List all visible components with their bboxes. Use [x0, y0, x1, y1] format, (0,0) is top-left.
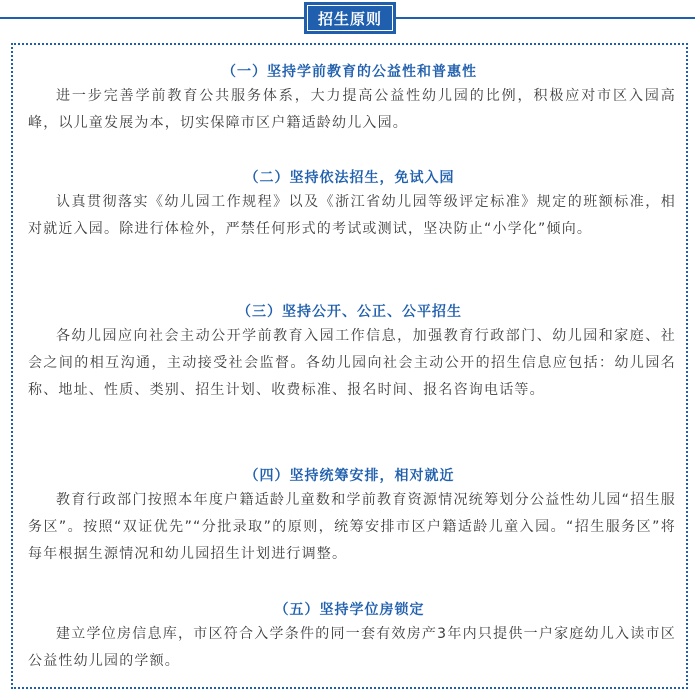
section-body-5: 建立学位房信息库，市区符合入学条件的同一套有效房产3年内只提供一户家庭幼儿入读市区公益性幼儿园的学额。	[28, 626, 676, 669]
section-heading-4: （四）坚持统筹安排，相对就近	[244, 468, 455, 484]
content-panel	[11, 43, 688, 689]
section-heading-2: （二）坚持依法招生，免试入园	[244, 170, 455, 186]
section-body-3: 各幼儿园应向社会主动公开学前教育入园工作信息，加强教育行政部门、幼儿园和家庭、社会之间的相互沟通，主动接受社会监督。各幼儿园向社会主动公开的招生信息应包括：幼儿园名称、地址、性质、类别、招生计划、收费标准、报名时间、报名咨询电话等。	[28, 328, 676, 398]
section-body-2: 认真贯彻落实《幼儿园工作规程》以及《浙江省幼儿园等级评定标准》规定的班额标准，相对就近入园。除进行体检外，严禁任何形式的考试或测试，坚决防止“小学化”倾向。	[28, 194, 676, 237]
page-title: 招生原则	[307, 5, 393, 31]
section-heading-1: （一）坚持学前教育的公益性和普惠性	[222, 64, 477, 80]
title-badge	[304, 2, 396, 34]
section-heading-5: （五）坚持学位房锁定	[274, 602, 425, 618]
section-body-1: 进一步完善学前教育公共服务体系，大力提高公益性幼儿园的比例，积极应对市区入园高峰，以儿童发展为本，切实保障市区户籍适龄幼儿入园。	[28, 88, 676, 131]
section-heading-3: （三）坚持公开、公正、公平招生	[237, 304, 462, 320]
section-body-4: 教育行政部门按照本年度户籍适龄儿童数和学前教育资源情况统筹划分公益性幼儿园“招生服务区”。按照“双证优先”“分批录取”的原则，统筹安排市区户籍适龄儿童入园。“招生服务区”将每年根据生源情况和幼儿园招生计划进行调整。	[28, 492, 676, 562]
